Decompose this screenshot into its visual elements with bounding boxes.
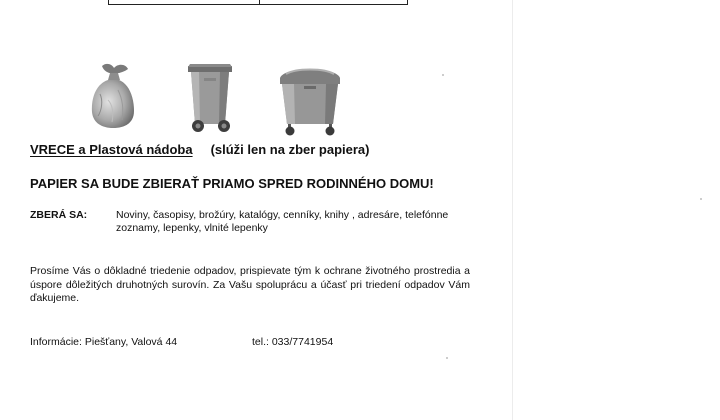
- collected-items-label: ZBERÁ SA:: [30, 209, 88, 221]
- scan-speck: [442, 74, 444, 76]
- top-table-fragment: [108, 0, 408, 5]
- large-container-icon: [276, 62, 344, 136]
- wheelie-bin-icon: [186, 62, 234, 134]
- table-divider: [259, 0, 260, 4]
- contact-info: Informácie: Piešťany, Valová 44: [30, 336, 178, 348]
- scan-speck: [700, 198, 702, 200]
- thank-you-paragraph: Prosíme Vás o dôkladné triedenie odpadov, prispievate tým k ochrane životného prostredia a úspore dôležitých druhotných surovín. Za Vašu spoluprácu a účasť pri triedení odpadov Vám ďakujeme.: [30, 265, 470, 304]
- page-edge: [512, 0, 513, 420]
- contact-phone: tel.: 033/7741954: [252, 336, 334, 348]
- scan-speck: [446, 357, 448, 359]
- trash-bag-icon: [88, 60, 138, 130]
- collected-items-text: Noviny, časopisy, brožúry, katalógy, cenníky, knihy , adresáre, telefónne zoznamy, lepenky, vlnité lepenky: [116, 209, 449, 234]
- collection-headline: PAPIER SA BUDE ZBIERAŤ PRIAMO SPRED RODINNÉHO DOMU!: [30, 176, 434, 191]
- bins-heading-note: (slúži len na zber papiera): [210, 142, 370, 157]
- bins-heading-title: VRECE a Plastová nádoba: [30, 142, 193, 157]
- bins-heading: [30, 142, 370, 157]
